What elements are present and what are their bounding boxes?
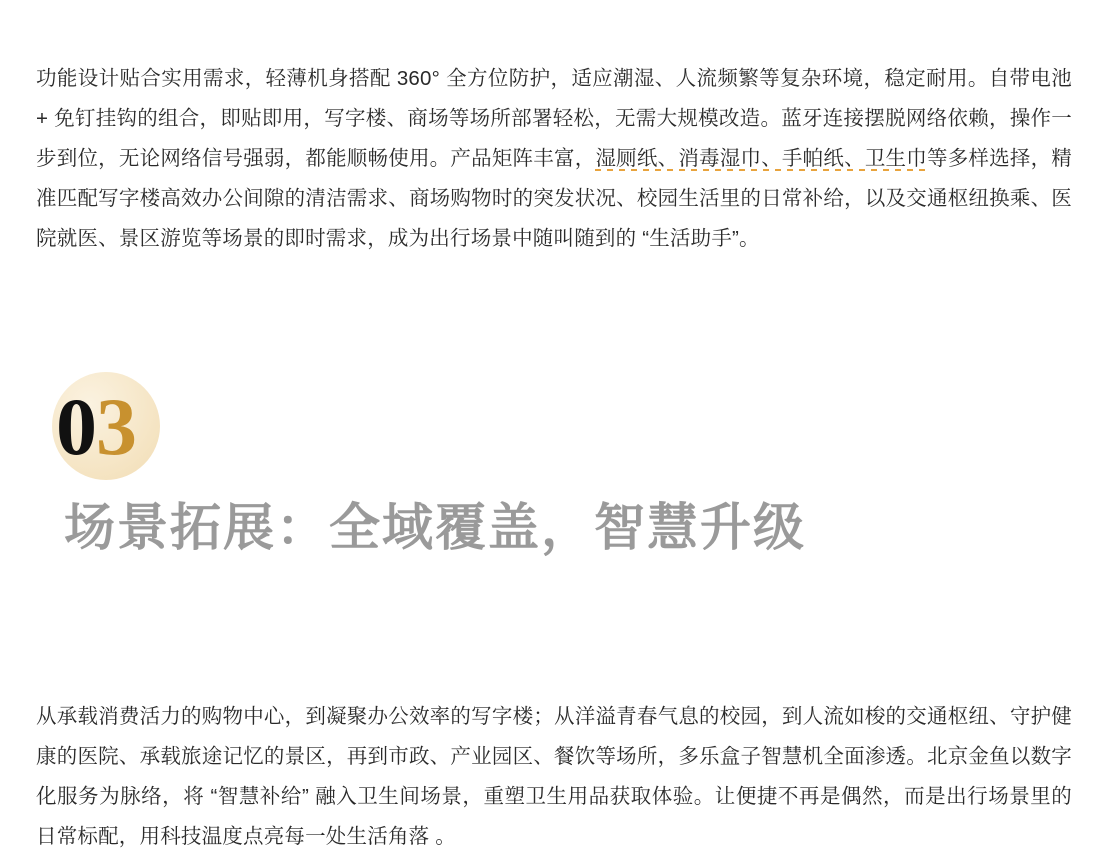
paragraph-text-before-highlight: 功能设计贴合实用需求，轻薄机身搭配 360° 全方位防护，适应潮湿、人流频繁等复杂环境，稳定耐用。自带电池 + 免钉挂钩的组合，即贴即用，写字楼、商场等场所部署轻松，无需大规模改造。蓝牙连接摆脱网络依赖，操作一步到位，无论网络信号强弱，都能顺畅使用。产品矩阵丰富，: [36, 66, 1072, 170]
section-number-first-digit: 0: [56, 381, 96, 472]
section-heading-block: [36, 372, 1036, 602]
section-number-second-digit: 3: [96, 381, 136, 472]
paragraph-scene-expansion: 从承载消费活力的购物中心，到凝聚办公效率的写字楼；从洋溢青春气息的校园，到人流如梭的交通枢纽、守护健康的医院、承载旅途记忆的景区，再到市政、产业园区、餐饮等场所，多乐盒子智慧机全面渗透。北京金鱼以数字化服务为脉络，将 “智慧补给” 融入卫生间场景，重塑卫生用品获取体验。让便捷不再是偶然，而是出行场景里的日常标配，用科技温度点亮每一处生活角落 。: [36, 704, 1072, 848]
section-number: [56, 381, 136, 472]
paragraph-text-after-highlight: 等多样选择，精准匹配写字楼高效办公间隙的清洁需求、商场购物时的突发状况、校园生活里的日常补给，以及交通枢纽换乘、医院就医、景区游览等场景的即时需求，成为出行场景中随叫随到的 “生活助手”。: [36, 146, 1073, 250]
section-number-wrap: [36, 372, 236, 488]
highlighted-phrase: 湿厕纸、消毒湿巾、手帕纸、卫生巾: [595, 147, 927, 173]
paragraph-product-features: [36, 59, 1072, 259]
section-title: 场景拓展：全域覆盖，智慧升级: [64, 501, 807, 557]
